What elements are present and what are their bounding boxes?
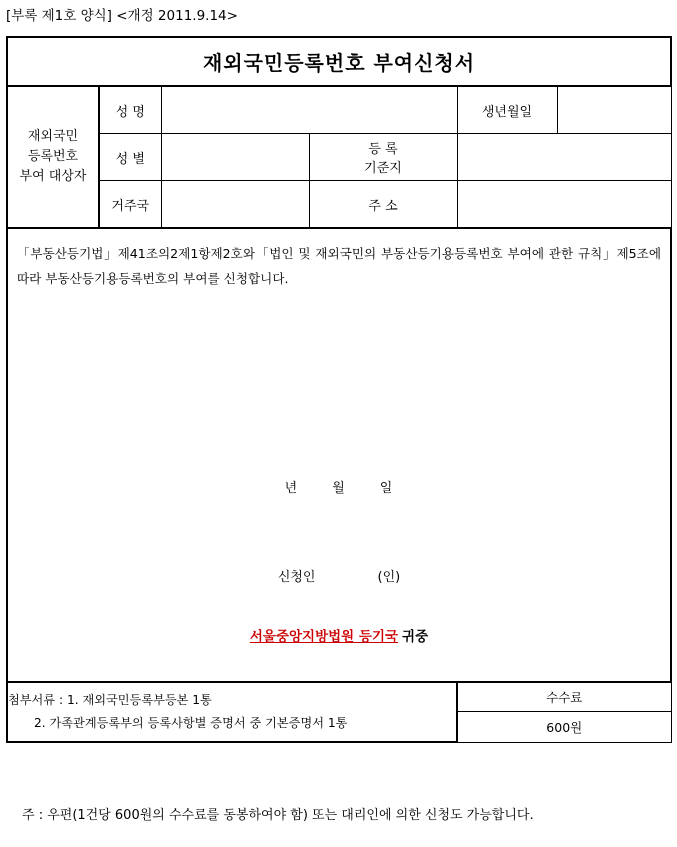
name-value[interactable] — [161, 86, 457, 134]
body-row — [7, 228, 671, 682]
country-label: 거주국 — [99, 181, 161, 229]
application-form-table — [6, 36, 672, 743]
gender-label: 성 별 — [99, 134, 161, 181]
form-title: 재외국민등록번호 부여신청서 — [7, 37, 671, 86]
attachments-line-1 — [8, 689, 456, 712]
fee-value: 600원 — [457, 712, 671, 742]
court-line — [8, 625, 670, 645]
address-value[interactable] — [457, 181, 671, 229]
subject-row-1 — [7, 86, 671, 134]
legal-statement: 「부동산등기법」제41조의2제1항제2호와「법인 및 재외국민의 부동산등기용등록번호 부여에 관한 규칙」제5조에 따라 부동산등기용등록번호의 부여를 신청합니다. — [17, 246, 662, 287]
attachments-item-2: 2. 가족관계등록부의 등록사항별 증명서 중 기본증명서 1통 — [34, 716, 348, 730]
applicant-seal: (인) — [377, 570, 401, 585]
date-line — [8, 477, 670, 496]
date-year: 년 — [284, 481, 299, 496]
subject-label-line-1: 재외국민 — [27, 128, 79, 144]
court-suffix: 귀중 — [402, 629, 429, 645]
gender-value[interactable] — [161, 134, 309, 181]
country-value[interactable] — [161, 181, 309, 229]
attachments-label: 첨부서류 : — [8, 693, 64, 708]
address-label: 주 소 — [309, 181, 457, 229]
registry-label-line-1: 등 록 — [368, 142, 398, 157]
attachment-row — [7, 682, 671, 712]
registry-label-line-2: 기준지 — [364, 161, 402, 176]
subject-label-line-3: 부여 대상자 — [19, 169, 87, 185]
footnote: 주 : 우편(1건당 600원의 수수료를 동봉하여야 함) 또는 대리인에 의한 신청도 가능합니다. — [22, 808, 534, 823]
date-day: 일 — [379, 481, 394, 496]
court-name: 서울중앙지방법원 등기국 — [249, 629, 399, 645]
date-month: 월 — [332, 481, 346, 496]
registry-value[interactable] — [457, 134, 671, 181]
attachments-cell — [7, 682, 457, 742]
title-row — [7, 37, 671, 86]
subject-label-line-2: 등록번호 — [27, 148, 79, 164]
birth-value[interactable] — [557, 86, 671, 134]
name-label: 성 명 — [99, 86, 161, 134]
subject-row-3 — [7, 181, 671, 229]
subject-row-2 — [7, 134, 671, 181]
applicant-line — [8, 566, 670, 585]
attachments-item-1: 1. 재외국민등록부등본 1통 — [66, 693, 212, 708]
form-body — [7, 228, 671, 682]
fee-label: 수수료 — [457, 682, 671, 712]
subject-label-cell — [7, 86, 99, 228]
birth-label: 생년월일 — [457, 86, 557, 134]
applicant-label: 신청인 — [277, 570, 316, 585]
form-header: [부록 제1호 양식] <개정 2011.9.14> — [6, 8, 238, 24]
registry-label — [309, 134, 457, 181]
